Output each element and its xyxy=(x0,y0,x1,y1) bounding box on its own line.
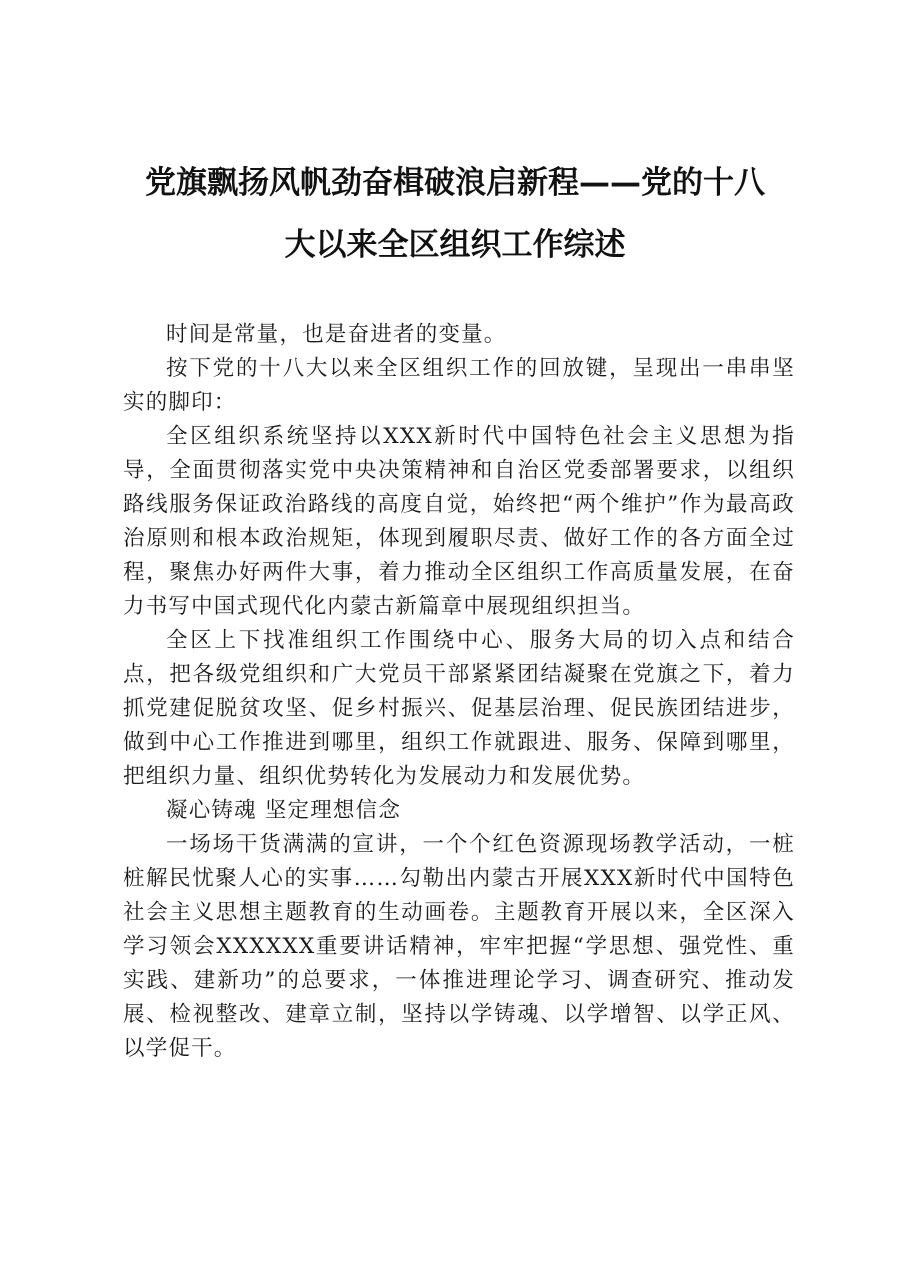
paragraph-intro: 时间是常量，也是奋进者的变量。 xyxy=(166,322,507,347)
title-line-1: 党旗飘扬风帆劲奋楫破浪启新程——党的十八 xyxy=(145,165,765,201)
paragraph-theme-education: 一场场干货满满的宣讲，一个个红色资源现场教学活动，一桩桩解民忧聚人心的实事……勾勒出内蒙古开展XXX新时代中国特色社会主义思想主题教育的生动画卷。主题教育开展以来，全区深入学习领会XXXXXX重要讲话精神，牢牢把握“学思想、强党性、重实践、建新功”的总要求，一体推进理论学习、调查研究、推动发展、检视整改、建章立制，坚持以学铸魂、以学增智、以学正风、以学促干。 xyxy=(123,832,795,1061)
document-body xyxy=(123,318,795,1066)
paragraph-system: 全区组织系统坚持以XXX新时代中国特色社会主义思想为指导，全面贯彻落实党中央决策精神和自治区党委部署要求，以组织路线服务保证政治路线的高度自觉，始终把“两个维护”作为最高政治原则和根本政治规矩，体现到履职尽责、做好工作的各方面全过程，聚焦办好两件大事，着力推动全区组织工作高质量发展，在奋力书写中国式现代化内蒙古新篇章中展现组织担当。 xyxy=(123,424,795,619)
title-line-2: 大以来全区组织工作综述 xyxy=(284,227,626,263)
paragraph-region: 全区上下找准组织工作围绕中心、服务大局的切入点和结合点，把各级党组织和广大党员干部紧紧团结凝聚在党旗之下，着力抓党建促脱贫攻坚、促乡村振兴、促基层治理、促民族团结进步，做到中心工作推进到哪里，组织工作就跟进、服务、保障到哪里，把组织力量、组织优势转化为发展动力和发展优势。 xyxy=(123,628,795,789)
paragraph-review: 按下党的十八大以来全区组织工作的回放键，呈现出一串串坚实的脚印： xyxy=(123,356,795,415)
section-heading: 凝心铸魂 坚定理想信念 xyxy=(166,798,402,823)
document-title xyxy=(100,152,810,276)
